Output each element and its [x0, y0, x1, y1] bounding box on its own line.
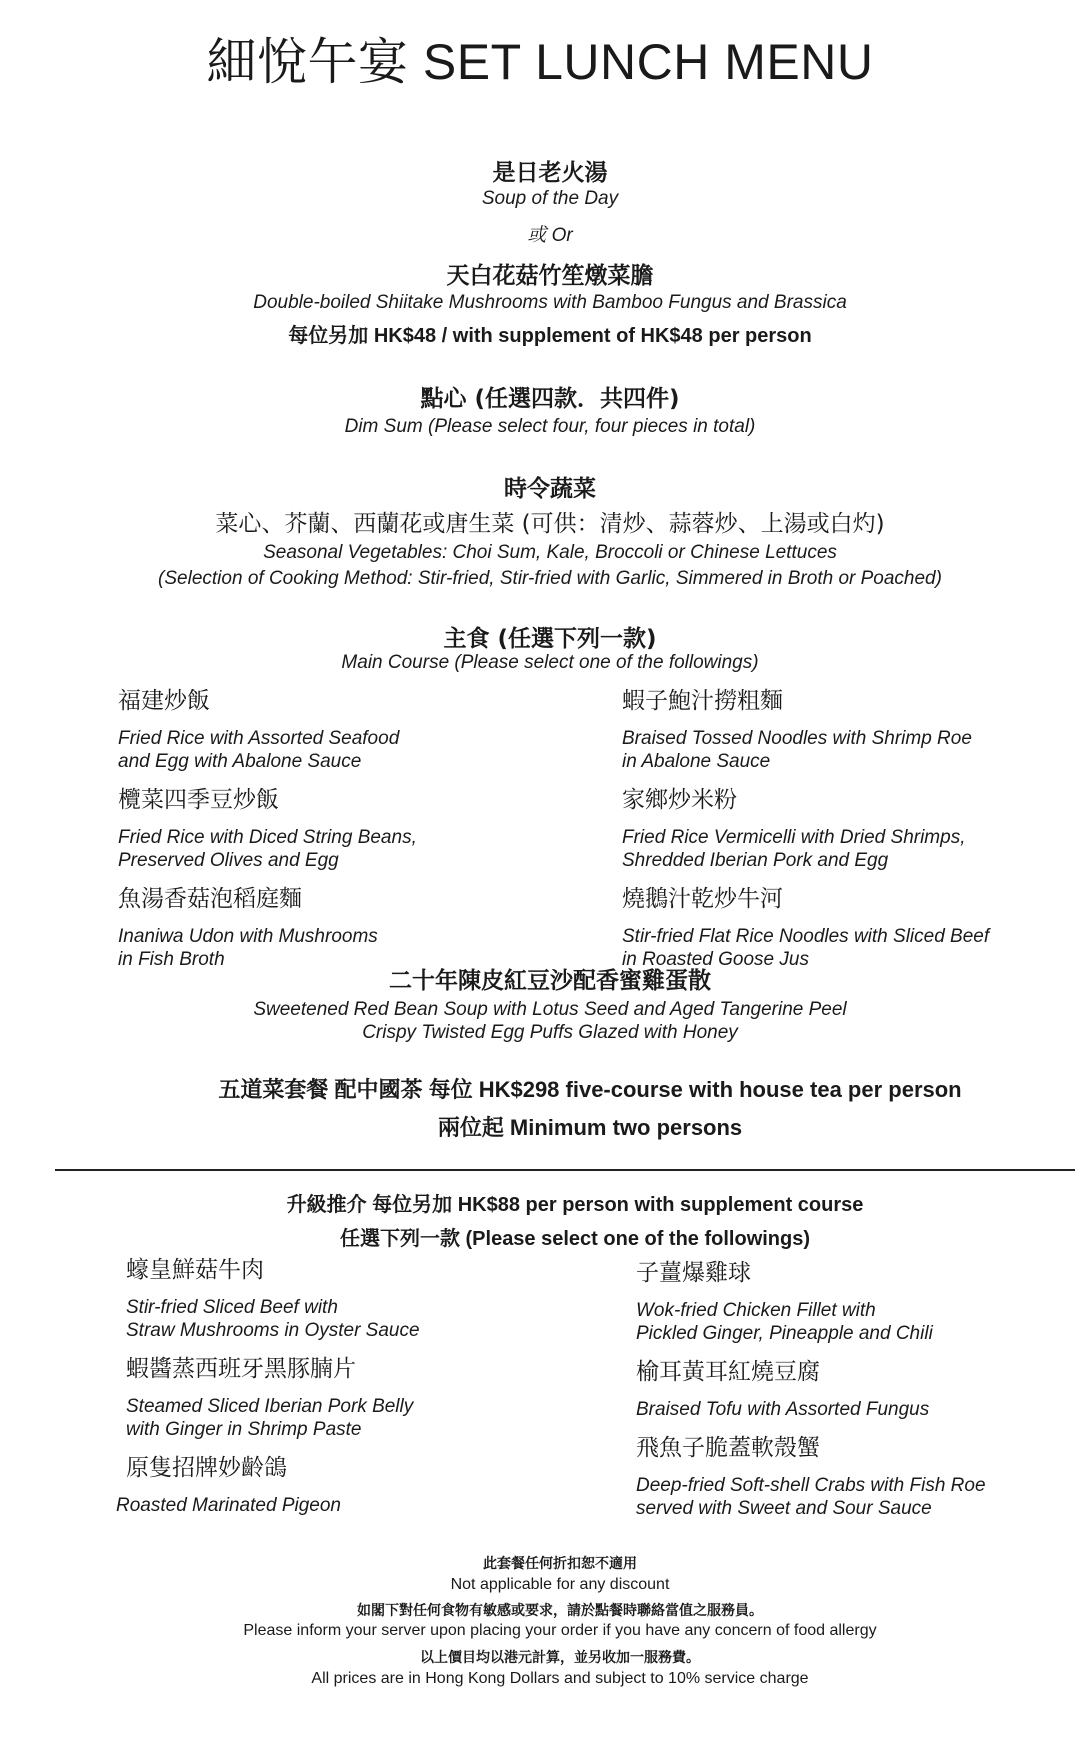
upgrade-dish — [126, 1350, 586, 1441]
set-price: 五道菜套餐 配中國茶 每位 HK$298 five-course with house tea per person — [218, 1077, 962, 1102]
footer-allergy-zh: 如閣下對任何食物有敏感或要求，請於點餐時聯絡當值之服務員。 — [357, 1603, 763, 1619]
dish-name-en: Stir-fried Sliced Beef with — [126, 1297, 338, 1318]
dish-name-en-2: in Abalone Sauce — [622, 751, 771, 772]
dish-name-zh: 子薑爆雞球 — [636, 1260, 751, 1286]
dimsum-title-zh: 點心 (任選四款．共四件) — [420, 386, 680, 412]
upgrade-dish — [126, 1251, 586, 1342]
upgrade-right-column — [636, 1248, 1076, 1520]
dish-name-en: Steamed Sliced Iberian Pork Belly — [126, 1396, 414, 1417]
dish-name-en-2: served with Sweet and Sour Sauce — [636, 1498, 932, 1519]
dish-name-zh: 蠔皇鮮菇牛肉 — [126, 1257, 264, 1283]
soup-title-en: Soup of the Day — [481, 188, 619, 209]
dessert-zh: 二十年陳皮紅豆沙配香蜜雞蛋散 — [389, 968, 711, 994]
main-dish — [622, 880, 1062, 971]
dish-name-zh: 欖菜四季豆炒飯 — [118, 787, 279, 813]
dish-name-en-2: in Fish Broth — [118, 949, 225, 970]
footer-discount-en: Not applicable for any discount — [450, 1576, 670, 1593]
dish-name-en: Braised Tofu with Assorted Fungus — [636, 1399, 930, 1420]
footer-price-en: All prices are in Hong Kong Dollars and subject to 10% service charge — [311, 1670, 809, 1687]
dish-name-en-2: Pickled Ginger, Pineapple and Chili — [636, 1323, 933, 1344]
upgrade-dish — [636, 1429, 1076, 1520]
upgrade-title: 升級推介 每位另加 HK$88 per person with supplement course — [286, 1194, 864, 1216]
dish-name-en-2: Preserved Olives and Egg — [118, 850, 339, 871]
dish-name-zh: 原隻招牌妙齡鴿 — [126, 1455, 287, 1481]
upgrade-dish — [116, 1449, 586, 1517]
footer-discount-zh: 此套餐任何折扣恕不適用 — [483, 1556, 637, 1572]
soup-supplement: 每位另加 HK$48 / with supplement of HK$48 per person — [288, 325, 812, 347]
dish-name-zh: 家鄉炒米粉 — [622, 787, 737, 813]
dish-name-en: Fried Rice with Diced String Beans, — [118, 827, 417, 848]
dish-name-en-2: in Roasted Goose Jus — [622, 949, 809, 970]
dish-name-en: Inaniwa Udon with Mushrooms — [118, 926, 378, 947]
upgrade-dish — [636, 1353, 1076, 1421]
main-title-en: Main Course (Please select one of the followings) — [341, 652, 759, 673]
dessert-en-1: Sweetened Red Bean Soup with Lotus Seed and Aged Tangerine Peel — [253, 999, 847, 1020]
dish-name-en: Roasted Marinated Pigeon — [116, 1495, 341, 1516]
dish-name-zh: 蝦子鮑汁撈粗麵 — [622, 688, 783, 714]
main-title-zh: 主食 (任選下列一款) — [443, 626, 657, 652]
dish-name-en: Braised Tossed Noodles with Shrimp Roe — [622, 728, 972, 749]
minimum-persons: 兩位起 Minimum two persons — [437, 1115, 743, 1140]
veg-title-zh: 時令蔬菜 — [504, 476, 596, 502]
divider — [55, 1169, 1075, 1171]
soup-title-zh: 是日老火湯 — [492, 160, 608, 186]
dish-name-zh: 燒鵝汁乾炒牛河 — [622, 886, 783, 912]
dish-name-en: Stir-fried Flat Rice Noodles with Sliced Beef — [622, 926, 990, 947]
main-dish — [118, 880, 578, 971]
dish-name-en-2: Shredded Iberian Pork and Egg — [622, 850, 889, 871]
dish-name-en-2: with Ginger in Shrimp Paste — [126, 1419, 362, 1440]
soup-or: 或 Or — [527, 225, 573, 246]
footer-allergy-en: Please inform your server upon placing your order if you have any concern of food allergy — [243, 1622, 877, 1639]
main-dish — [118, 781, 578, 872]
main-dish — [118, 682, 578, 773]
main-left-column — [118, 676, 578, 971]
veg-options-zh: 菜心、芥蘭、西蘭花或唐生菜 (可供：清炒、蒜蓉炒、上湯或白灼) — [215, 511, 885, 537]
upgrade-left-column — [116, 1245, 586, 1517]
veg-title-en: Seasonal Vegetables: Choi Sum, Kale, Broccoli or Chinese Lettuces — [263, 542, 837, 563]
dish-name-zh: 福建炒飯 — [118, 688, 210, 714]
dish-name-zh: 蝦醬蒸西班牙黑豚腩片 — [126, 1356, 356, 1382]
dish-name-en-2: and Egg with Abalone Sauce — [118, 751, 362, 772]
dish-name-zh: 飛魚子脆蓋軟殼蟹 — [636, 1435, 820, 1461]
main-dish — [622, 682, 1062, 773]
veg-method-en: (Selection of Cooking Method: Stir-fried, Stir-fried with Garlic, Simmered in Broth or Poached) — [158, 568, 942, 589]
soup-alt-zh: 天白花菇竹笙燉菜膽 — [446, 263, 654, 289]
dish-name-zh: 魚湯香菇泡稻庭麵 — [118, 886, 302, 912]
upgrade-dish — [636, 1254, 1076, 1345]
dish-name-en: Fried Rice with Assorted Seafood — [118, 728, 400, 749]
main-right-column — [622, 676, 1062, 971]
dessert-en-2: Crispy Twisted Egg Puffs Glazed with Honey — [362, 1022, 738, 1043]
main-dish — [622, 781, 1062, 872]
dish-name-zh: 榆耳黃耳紅燒豆腐 — [636, 1359, 820, 1385]
dish-name-en: Fried Rice Vermicelli with Dried Shrimps, — [622, 827, 966, 848]
page-title: 細悅午宴 SET LUNCH MENU — [206, 34, 874, 90]
upgrade-subtitle: 任選下列一款 (Please select one of the followings) — [339, 1228, 811, 1250]
soup-alt-en: Double-boiled Shiitake Mushrooms with Bamboo Fungus and Brassica — [253, 292, 847, 313]
footer-price-zh: 以上價目均以港元計算，並另收加一服務費。 — [420, 1650, 700, 1666]
dish-name-en-2: Straw Mushrooms in Oyster Sauce — [126, 1320, 420, 1341]
dish-name-en: Wok-fried Chicken Fillet with — [636, 1300, 876, 1321]
dish-name-en: Deep-fried Soft-shell Crabs with Fish Roe — [636, 1475, 986, 1496]
dimsum-title-en: Dim Sum (Please select four, four pieces in total) — [344, 416, 756, 437]
